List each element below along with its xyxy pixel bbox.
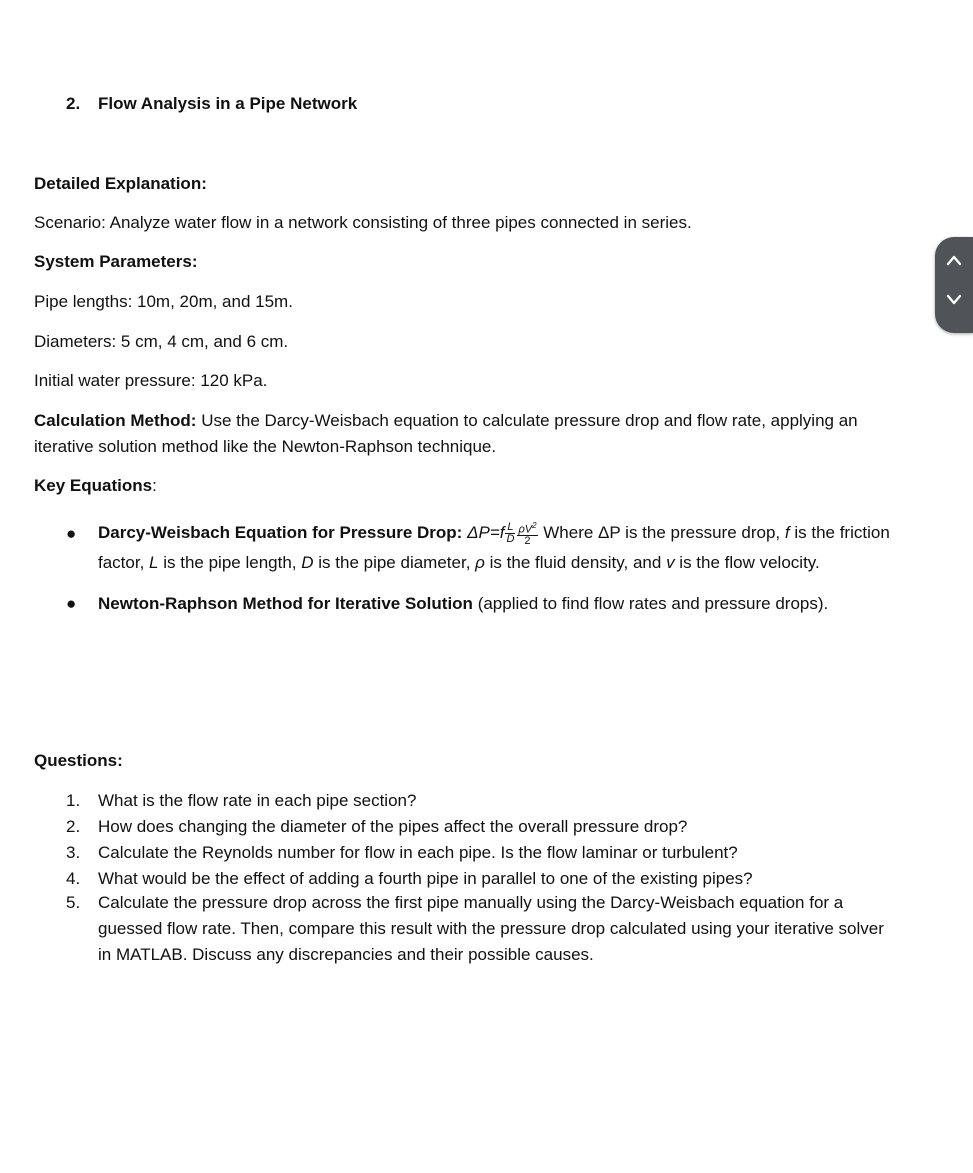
- question-number: 3.: [66, 843, 81, 862]
- darcy-bullet: [98, 518, 928, 578]
- params-heading: System Parameters:: [34, 252, 198, 271]
- explanation-heading: Detailed Explanation:: [34, 174, 207, 193]
- key-equations-colon: :: [152, 476, 157, 495]
- darcy-desc-part: is the pipe diameter,: [318, 553, 471, 572]
- eq-lhs: ΔP=f: [467, 523, 505, 542]
- darcy-desc-part: factor,: [98, 553, 145, 572]
- fraction-rho-v2-over-2: [517, 520, 537, 548]
- pipe-lengths-text: Pipe lengths: 10m, 20m, and 15m.: [34, 292, 293, 311]
- chevron-up-icon: [946, 254, 962, 266]
- frac2-denominator: 2: [524, 535, 531, 548]
- frac1-numerator: L: [507, 521, 514, 534]
- bullet-icon: ●: [66, 524, 77, 543]
- symbol-l: L: [149, 553, 159, 572]
- frac1-denominator: D: [506, 533, 515, 546]
- newton-label: Newton-Raphson Method for Iterative Solution: [98, 594, 473, 613]
- key-equations-label: Key Equations: [34, 476, 153, 495]
- question-item: Calculate the pressure drop across the first pipe manually using the Darcy-Weisbach equation for a guessed flow rate. Then, compare this result with the pressure drop calculated using your iterative solver in MATLAB. Discuss any discrepancies and their possible causes.: [98, 893, 884, 964]
- question-item: How does changing the diameter of the pipes affect the overall pressure drop?: [98, 817, 688, 836]
- key-equations-heading: [34, 476, 157, 496]
- section-title: Flow Analysis in a Pipe Network: [98, 94, 358, 113]
- newton-bullet: [98, 591, 928, 617]
- symbol-rho: ρ: [475, 553, 485, 572]
- darcy-label: Darcy-Weisbach Equation for Pressure Drop:: [98, 523, 463, 542]
- question-number: 4.: [66, 869, 81, 888]
- method-label: Calculation Method:: [34, 411, 197, 430]
- newton-text: (applied to find flow rates and pressure drops).: [477, 594, 829, 613]
- next-button[interactable]: [935, 285, 973, 333]
- darcy-desc-part: Where ΔP is the pressure drop,: [543, 523, 781, 542]
- section-number: 2.: [66, 94, 81, 113]
- darcy-desc-part: is the flow velocity.: [679, 553, 820, 572]
- question-item: Calculate the Reynolds number for flow in each pipe. Is the flow laminar or turbulent?: [98, 843, 738, 862]
- scenario-text: Scenario: Analyze water flow in a network consisting of three pipes connected in series.: [34, 213, 692, 232]
- previous-button[interactable]: [935, 237, 973, 285]
- question-item: What would be the effect of adding a fourth pipe in parallel to one of the existing pipes?: [98, 869, 753, 888]
- darcy-desc-part: is the pipe length,: [163, 553, 297, 572]
- frac2-exponent: 2: [532, 520, 537, 530]
- question-number: 5.: [66, 893, 81, 912]
- chevron-down-icon: [946, 294, 962, 306]
- darcy-desc-part: is the fluid density, and: [489, 553, 662, 572]
- question-number: 1.: [66, 791, 81, 810]
- fraction-l-over-d: [505, 522, 515, 545]
- question-item: What is the flow rate in each pipe section?: [98, 791, 417, 810]
- symbol-v: v: [666, 553, 675, 572]
- question-number: 2.: [66, 817, 81, 836]
- questions-heading: Questions:: [34, 751, 123, 770]
- diameters-text: Diameters: 5 cm, 4 cm, and 6 cm.: [34, 332, 289, 351]
- bullet-icon: ●: [66, 594, 77, 613]
- darcy-desc-part: is the friction: [794, 523, 890, 542]
- frac2-numerator: ρV: [518, 523, 533, 536]
- symbol-f: f: [784, 523, 790, 542]
- page-nav-widget: [935, 237, 973, 333]
- calculation-method-paragraph: [34, 408, 914, 460]
- initial-pressure-text: Initial water pressure: 120 kPa.: [34, 371, 268, 390]
- method-text: Use the Darcy-Weisbach equation to calculate pressure drop and flow rate, applying an iterative solution method like the Newton-Raphson technique.: [34, 411, 858, 456]
- symbol-d: D: [301, 553, 314, 572]
